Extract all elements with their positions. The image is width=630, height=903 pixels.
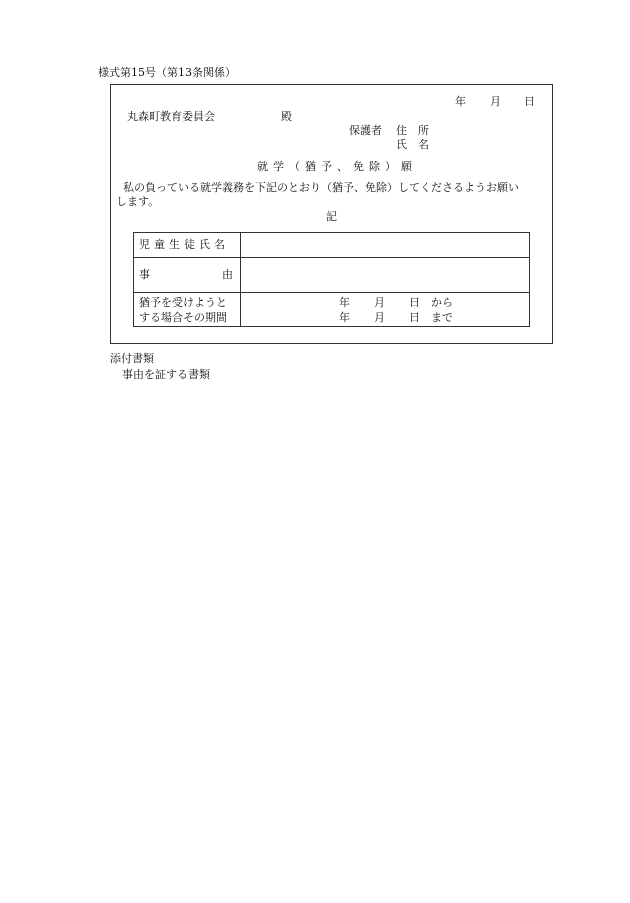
- student-name-field[interactable]: [241, 233, 530, 257]
- period-from-day: 日: [409, 296, 420, 309]
- period-from-suffix: から: [431, 296, 453, 309]
- applicant-name-label: 氏 名: [396, 138, 429, 151]
- date-day-label: 日: [524, 95, 535, 108]
- form-title: 就学（猶予、免除）願: [257, 160, 417, 173]
- student-name-label: 児童生徒氏名: [139, 238, 229, 251]
- period-to-suffix: まで: [431, 311, 453, 324]
- reason-field[interactable]: [241, 258, 530, 292]
- body-text-line2: します。: [116, 195, 160, 208]
- period-to-month: 月: [374, 311, 385, 324]
- date-month-label: 月: [490, 95, 501, 108]
- section-heading: 記: [326, 210, 337, 223]
- period-from-month: 月: [374, 296, 385, 309]
- date-year-label: 年: [455, 95, 466, 108]
- applicant-role: 保護者: [349, 124, 382, 137]
- attachments-item: 事由を証する書類: [122, 368, 210, 381]
- attachments-heading: 添付書類: [110, 352, 154, 365]
- period-label-line2: する場合その期間: [139, 311, 227, 324]
- period-to-day: 日: [409, 311, 420, 324]
- period-to-year: 年: [339, 311, 350, 324]
- period-label-line1: 猶予を受けようと: [139, 296, 227, 309]
- addressee-name: 丸森町教育委員会: [127, 110, 215, 123]
- detail-table: [133, 232, 530, 327]
- body-text-line1: 私の負っている就学義務を下記のとおり（猶予、免除）してくださるようお願い: [123, 181, 519, 194]
- addressee-honorific: 殿: [281, 110, 292, 123]
- reason-label-right: 由: [222, 268, 233, 281]
- applicant-address-label: 住 所: [396, 124, 429, 137]
- reason-label-left: 事: [139, 268, 150, 281]
- table-divider-2: [134, 292, 529, 293]
- form-number: 様式第15号（第13条関係）: [98, 66, 236, 79]
- period-from-year: 年: [339, 296, 350, 309]
